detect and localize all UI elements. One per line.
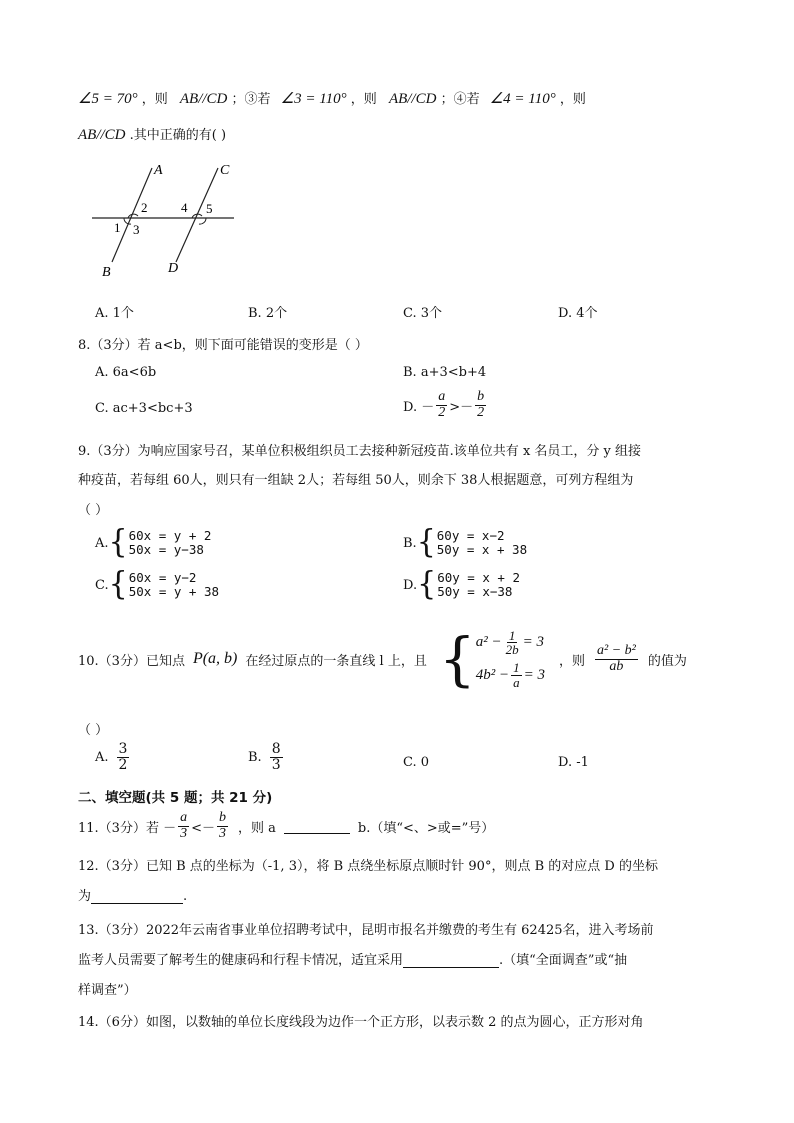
angle-arc-5 bbox=[199, 218, 206, 224]
q9-a-system: { 60x = y + 2 50x = y−38 bbox=[108, 524, 212, 561]
q8-d-frac-1: $\frac{a}{2}$ bbox=[438, 389, 446, 420]
q7-stem-line1: ∠5 = 70° ，则 AB//CD ；③若 ∠3 = 110° ，则 AB//CD ；④若 ∠4 = 110° ，则 bbox=[78, 91, 586, 107]
q9-stem-line2: 种疫苗，若每组 60人，则只有一组缺 2人；若每组 50人，则余下 38人根据题意，可列方程组为 bbox=[78, 473, 634, 488]
label-d: D bbox=[168, 261, 179, 276]
q7-stem-line2: AB//CD .其中正确的有( ) bbox=[78, 127, 227, 143]
q9-option-a[interactable]: A. { 60x = y + 2 50x = y−38 bbox=[95, 524, 212, 561]
q10-option-a[interactable]: A. $\frac{3}{2}$ bbox=[95, 741, 128, 773]
label-a: A bbox=[154, 163, 163, 178]
q10-option-b[interactable]: B. $\frac{8}{3}$ bbox=[248, 741, 281, 773]
q10-option-c[interactable]: C. 0 bbox=[403, 755, 430, 770]
label-1: 1 bbox=[114, 220, 121, 235]
q9-option-d[interactable]: D. { 60y = x + 2 50y = x−38 bbox=[403, 566, 520, 603]
label-2: 2 bbox=[141, 200, 148, 215]
q12-answer-blank[interactable] bbox=[91, 889, 183, 904]
q9-stem-line3: （ ） bbox=[78, 503, 109, 518]
q8-stem: 8.（3分）若 a<b，则下面可能错误的变形是（ ） bbox=[78, 338, 368, 353]
q10-paren: （ ） bbox=[78, 723, 109, 738]
q9-stem-line1: 9.（3分）为响应国家号召，某单位积极组织员工去接种新冠疫苗.该单位共有 x 名员工，分 y 组接 bbox=[78, 444, 642, 459]
q13-answer-blank[interactable] bbox=[403, 953, 499, 968]
q10-system: { a² − $\frac{1}{2b}$ = 3 4b² − $\frac{1}{a}$ = 3 bbox=[438, 625, 545, 693]
q7-option-d[interactable]: D. 4个 bbox=[558, 306, 598, 321]
q13-stem-line3: 样调查”） bbox=[78, 983, 137, 998]
label-4: 4 bbox=[181, 200, 188, 215]
q10-eq2: 4b² − $\frac{1}{a}$ = 3 bbox=[475, 660, 545, 690]
q7-figure bbox=[88, 158, 238, 282]
q10-target-frac: $\frac{\text{a² − b²}}{ab}$ bbox=[597, 642, 636, 674]
q10-eq1: a² − $\frac{1}{2b}$ = 3 bbox=[475, 627, 544, 658]
q8-option-a[interactable]: A. 6a<6b bbox=[95, 365, 157, 380]
label-3: 3 bbox=[133, 222, 140, 237]
q8-option-c[interactable]: C. ac+3<bc+3 bbox=[95, 401, 193, 416]
q13-stem-line1: 13.（3分）2022年云南省事业单位招聘考试中，昆明市报名并缴费的考生有 62425名，进入考场前 bbox=[78, 923, 654, 938]
q12-stem-line2: 为 . bbox=[78, 889, 188, 904]
line-ab bbox=[112, 168, 152, 262]
q8-option-d[interactable]: D. － $\frac{a}{2}$ >－ $\frac{b}{2}$ bbox=[403, 389, 485, 420]
q7-option-b[interactable]: B. 2个 bbox=[248, 306, 288, 321]
q8-d-frac-2: $\frac{b}{2}$ bbox=[477, 389, 485, 420]
q10-stem: 10.（3分）已知点 P(a, b) 在经过原点的一条直线 l 上，且 { a² − $\frac{1}{2b}$ = 3 4b² − $\frac{1}{a}$ = 3 ，则 $\frac{\text{a² − b²}}{ab}$ 的值为 bbox=[78, 625, 687, 693]
q7-angle5: ∠5 = 70° bbox=[78, 91, 138, 107]
q9-option-b[interactable]: B. { 60y = x−2 50y = x + 38 bbox=[403, 524, 528, 561]
q9-d-system: { 60y = x + 2 50y = x−38 bbox=[417, 566, 520, 603]
q8-option-b[interactable]: B. a+3<b+4 bbox=[403, 365, 487, 380]
q7-option-a[interactable]: A. 1个 bbox=[95, 306, 134, 321]
q10-point: P(a, b) bbox=[192, 650, 238, 667]
q7-option-c[interactable]: C. 3个 bbox=[403, 306, 443, 321]
q11-answer-blank[interactable] bbox=[284, 819, 350, 834]
q10-option-d[interactable]: D. -1 bbox=[558, 755, 589, 770]
label-c: C bbox=[220, 163, 230, 178]
q9-b-system: { 60y = x−2 50y = x + 38 bbox=[416, 524, 528, 561]
q9-c-system: { 60x = y−2 50x = y + 38 bbox=[108, 566, 220, 603]
q12-stem-line1: 12.（3分）已知 B 点的坐标为（-1, 3），将 B 点绕坐标原点顺时针 90°，则点 B 的对应点 D 的坐标 bbox=[78, 859, 658, 874]
q11-stem: 11.（3分）若 － $\frac{a}{3}$ <－ $\frac{b}{3}$ ，则 a b.（填“<、>或=”号） bbox=[78, 809, 495, 841]
label-b: B bbox=[102, 265, 111, 280]
q13-stem-line2: 监考人员需要了解考生的健康码和行程卡情况，适宜采用 .（填“全面调查”或“抽 bbox=[78, 953, 628, 968]
section-title-fill-blank: 二、填空题(共 5 题；共 21 分) bbox=[78, 790, 273, 806]
q9-option-c[interactable]: C. { 60x = y−2 50x = y + 38 bbox=[95, 566, 220, 603]
q14-stem-line1: 14.（6分）如图，以数轴的单位长度线段为边作一个正方形，以表示数 2 的点为圆心，正方形对角 bbox=[78, 1015, 644, 1030]
label-5: 5 bbox=[206, 201, 213, 216]
